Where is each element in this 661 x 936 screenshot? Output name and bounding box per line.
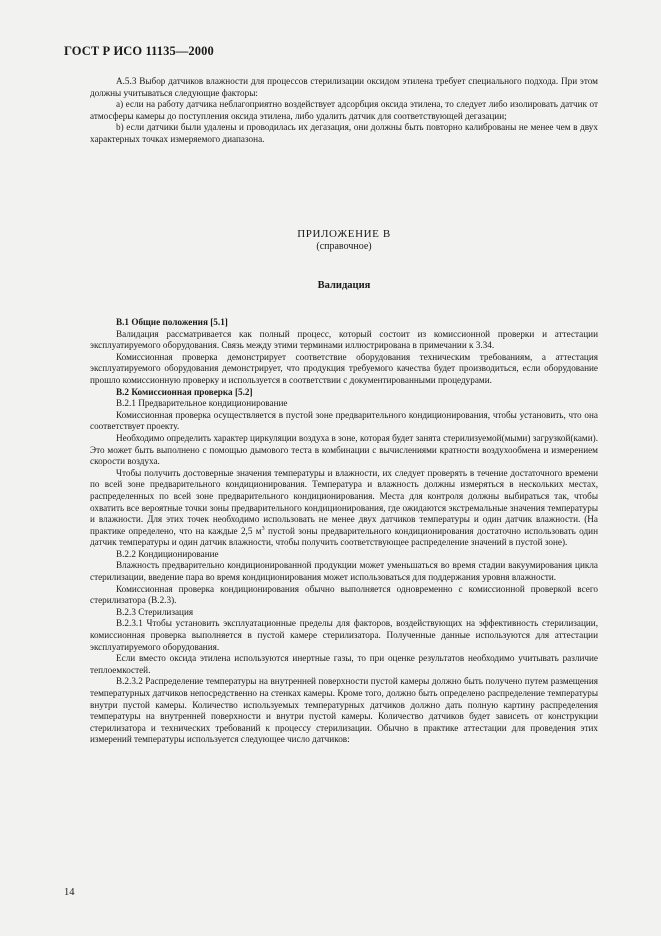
paragraph-a53: А.5.3 Выбор датчиков влажности для процессов стерилизации оксидом этилена требует специального подхода. При этом должны учитываться следующие факторы: [90,76,598,98]
paragraph-b21-3-part1: Чтобы получить достоверные значения температуры и влажности, их следует проверять в течение достаточного времени по всей зоне предварительного кондиционирования. Температура и влажность должны измеряться в нескольких местах, распределенных по всей зоне предварительного кондиционирования. Места для контроля должны выбираться так, чтобы охватить все вероятные точки зоны предварительного кондиционирования, где ожидаются экстремальные значения температуры и влажности. Для этих точек необходимо использовать не менее двух датчиков температуры и один датчик влажности. (На практике определено, что на каждые 2,5 м [90,467,598,536]
paragraph-b21-1: Комиссионная проверка осуществляется в пустой зоне предварительного кондиционирования, чтобы установить, что она соответствует проекту. [90,409,598,432]
document-header: ГОСТ Р ИСО 11135—2000 [64,44,214,58]
paragraph-b21-3 [90,468,598,549]
subsection-heading-b23: В.2.3 Стерилизация [116,606,194,617]
appendix-title: ПРИЛОЖЕНИЕ В [297,228,391,240]
paragraph-a53-a: а) если на работу датчика неблагоприятно воздействует адсорбция оксида этилена, то следует либо изолировать датчик от атмосферы камеры до поступления оксида этилена, либо удалить датчик для соответствующей дегазации; [90,99,598,121]
section-heading-b1: В.1 Общие положения [5.1] [116,317,228,327]
section-a53 [90,76,598,146]
paragraph-b231-2: Если вместо оксида этилена используются инертные газы, то при оценке результатов необходимо учитывать различие теплоемкостей. [90,653,598,675]
paragraph-b21-2: Необходимо определить характер циркуляции воздуха в зоне, которая будет занята стерилизуемой(мыми) загрузкой(ками). Это может быть выполнено с помощью дымового теста в комбинации с вычислениями кратности воздухообмена и измерением скорости воздуха. [90,432,598,467]
paragraph-b231-1: В.2.3.1 Чтобы установить эксплуатационные пределы для факторов, воздействующих на эффективность стерилизации, комиссионная проверка выполняется в пустой камере стерилизатора. Полученные данные используются для аттестации эксплуатируемого оборудования. [90,618,598,652]
cubic-superscript: 3 [261,525,265,532]
paragraph-a53-b: b) если датчики были удалены и проводилась их дегазация, они должны быть повторно калиброваны не менее чем в двух характерных точках измеряемого диапазона. [90,122,598,144]
paragraph-b22-1: Влажность предварительно кондиционированной продукции может уменьшаться во время стадии вакуумирования цикла стерилизации, введение пара во время кондиционирования может использоваться для поддержания уровня влажности. [90,560,598,583]
subsection-heading-b22: В.2.2 Кондиционирование [116,548,219,559]
paragraph-b22-2: Комиссионная проверка кондиционирования обычно выполняется одновременно с комиссионной проверкой всего стерилизатора (В.2.3). [90,583,598,606]
page-number: 14 [64,887,75,898]
paragraph-b232-1: В.2.3.2 Распределение температуры на внутренней поверхности пустой камеры должно быть получено путем размещения температурных датчиков непосредственно на стенках камеры. Кроме того, должно быть определено распределение температуры внутри пустой камеры. Количество используемых температурных датчиков должно дать полную картину распределения температуры на внутренней поверхности и внутри пустой камеры. Количество датчиков будет зависеть от конструкции стерилизатора и технических требований к процессу стерилизации. Обычно в практике аттестации для проведения этих измерений температуры используется следующее число датчиков: [90,676,598,745]
appendix-body [90,317,598,746]
subsection-heading-b21: В.2.1 Предварительное кондиционирование [116,398,288,409]
appendix-heading: Валидация [317,280,371,291]
appendix-subtitle: (справочное) [316,241,372,252]
paragraph-b21-3-part2: пустой зоны предварительного кондиционирования достаточно использовать один датчик температуры и один датчик влажности, чтобы получить соответствующее распределение значений в пустой зоне). [90,525,598,548]
paragraph-b1-1: Валидация рассматривается как полный процесс, который состоит из комиссионной проверки и аттестации эксплуатируемого оборудования. Связь между этими терминами иллюстрирована в примечании к 3.34. [90,328,598,351]
paragraph-b1-2: Комиссионная проверка демонстрирует соответствие оборудования техническим требованиям, а аттестация эксплуатируемого оборудования демонстрирует, что продукция требуемого качества будет производиться, если оборудование прошло комиссионную проверку и используется в соответствии с документированными процедурами. [90,351,598,385]
section-heading-b2: В.2 Комиссионная проверка [5.2] [116,386,253,397]
